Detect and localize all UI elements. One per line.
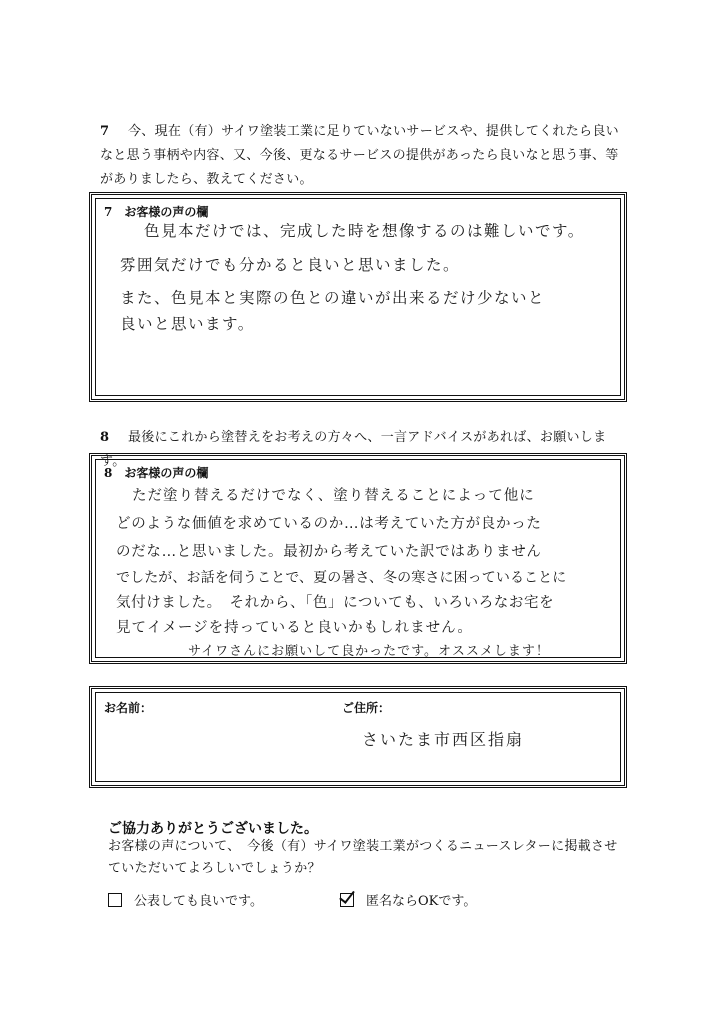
question-8-line: 8 最後にこれから塗替えをお考えの方々へ、一言アドバイスがあれば、お願いします。 — [100, 426, 630, 474]
answer-8-line-6: 見てイメージを持っていると良いかもしれません。 — [116, 620, 473, 636]
answer-8-line-4: でしたが、お話を伺うことで、夏の暑さ、冬の寒さに困っていることに — [116, 570, 567, 586]
address-value: さいたま市西区指扇 — [362, 730, 525, 749]
answer-box-7 — [89, 192, 627, 402]
question-7-line-2: なと思う事柄や内容、又、今後、更なるサービスの提供があったら良いなと思う事、等 — [100, 148, 619, 163]
option-anonymous[interactable] — [340, 890, 476, 909]
publish-consent-question — [108, 836, 638, 880]
checkbox-anonymous-checked[interactable] — [340, 893, 354, 907]
thanks-heading: ご協力ありがとうございました。 — [108, 821, 318, 837]
answer-box-8 — [89, 453, 627, 664]
answer-8-line-5: 気付けました。 それから、「色」についても、いろいろなお宅を — [116, 595, 555, 611]
answer-7-line-4: 良いと思います。 — [120, 315, 255, 333]
answer-box-7-heading: 7 お客様の声の欄 — [104, 205, 209, 219]
question-7-line-3: がありましたら、教えてください。 — [100, 172, 313, 187]
answer-8-line-2: どのような価値を求めているのか…は考えていた方が良かった — [116, 516, 542, 532]
question-7 — [100, 120, 630, 192]
option-anonymous-label: 匿名ならOKです。 — [366, 894, 477, 909]
answer-8-line-1: ただ塗り替えるだけでなく、塗り替えることによって他に — [132, 488, 535, 504]
answer-7-line-1: 色見本だけでは、完成した時を想像するのは難しいです。 — [144, 222, 585, 240]
address-label: ご住所： — [342, 701, 391, 715]
question-7-line-1: 7 今、現在（有）サイワ塗装工業に足りていないサービスや、提供してくれたら良い — [100, 120, 630, 144]
answer-8-line-3: のだな…と思いました。最初から考えていた訳ではありません — [116, 544, 542, 560]
name-label: お名前： — [104, 701, 153, 715]
publish-consent-line-2: ていただいてよろしいでしょうか？ — [108, 861, 321, 876]
answer-box-8-heading: 8 お客様の声の欄 — [104, 466, 209, 480]
answer-7-line-2: 雰囲気だけでも分かると良いと思いました。 — [120, 256, 461, 274]
answer-8-line-7: サイワさんにお願いして良かったです。オススメします！ — [188, 644, 550, 659]
option-public[interactable] — [108, 890, 263, 909]
answer-7-line-3: また、色見本と実際の色との違いが出来るだけ少ないと — [120, 289, 546, 307]
question-7-number: 7 — [100, 124, 110, 139]
option-public-label: 公表しても良いです。 — [134, 894, 263, 909]
customer-info-box — [89, 686, 627, 788]
question-8-number: 8 — [100, 430, 110, 445]
publish-consent-line-1: お客様の声について、 今後（有）サイワ塗装工業がつくるニュースレターに掲載させ — [108, 839, 618, 854]
checkbox-public[interactable] — [108, 893, 122, 907]
